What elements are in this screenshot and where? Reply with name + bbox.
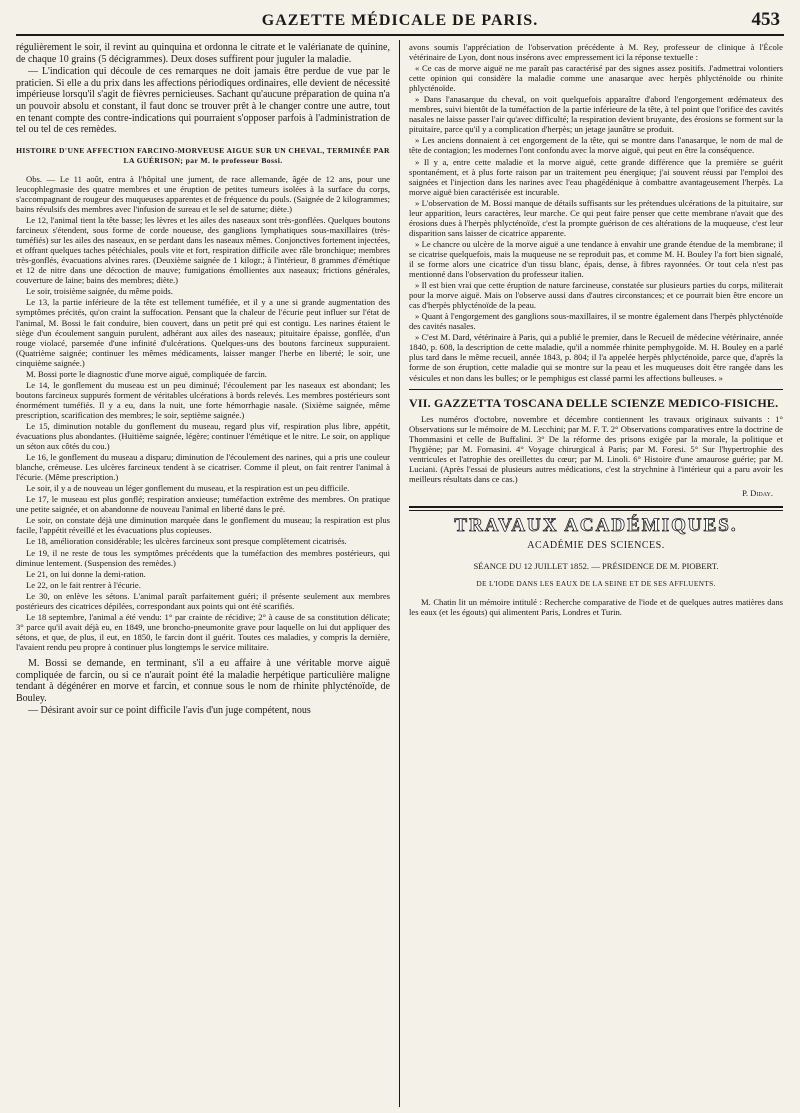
page-number: 453: [751, 9, 780, 30]
chatin-paragraph: M. Chatin lit un mémoire intitulé : Recherche comparative de l'iode et de quelques autres matières dans les eaux (et les égouts) qui alimentent Paris, Londres et Turin.: [409, 597, 783, 618]
rey-intro: avons soumis l'appréciation de l'observation précédente à M. Rey, professeur de clinique à l'École vétérinaire de Lyon, dont nous insérons avec empressement ici la réponse textuelle :: [409, 42, 783, 63]
signature: P. Diday.: [742, 487, 773, 498]
intro-paragraph: — L'indication qui découle de ces remarques ne doit jamais être perdue de vue par le praticien. Si elle a du prix dans les affections périodiques ordinaires, elle devient de nécessité impérieuse lorsqu'il s'agit de fièvres pernicieuses. Sachant qu'aucune préparation de quina n'a un pouvoir absolu et constant, il faut donc se trouver prêt à le changer contre une autre, tout en tenant compte des contre-indications qui pourraient s'opposer parfois à l'administration de tel ou tel de ces remèdes.: [16, 66, 390, 136]
rey-quote-paragraph: » Quant à l'engorgement des ganglions sous-maxillaires, il se montre également dans l'herpès phlycténoïde des cavités nasales.: [409, 311, 783, 332]
observation-paragraph: Le 12, l'animal tient la tête basse; les lèvres et les ailes des naseaux sont très-gonflées. Quelques boutons farcineux s'étendent, sous forme de corde noueuse, des ganglions lymphatiques sous-maxillaires (très-tuméfiés) sur les ailes des naseaux, en se perdant dans les naseaux mêmes. Conjonctives fortement injectées, et offrant quelques taches pétéchiales, pouls vite et fort, respiration difficile avec râle bronchique; membres très-gonflés, évacuations alvines rares. (Deuxième saignée de 1 kilogr.; à l'intérieur, 8 grammes d'émétique et 12 de nitre dans une décoction de mauve; fumigations émollientes aux naseaux; frictions générales, couverture de laine; bains des membres; diète.): [16, 215, 390, 286]
academy-name: ACADÉMIE DES SCIENCES.: [527, 540, 665, 552]
observation-paragraph: Le soir, troisième saignée, du même poids.: [26, 286, 173, 297]
rey-quote-paragraph: » Il est bien vrai que cette éruption de nature farcineuse, constatée sur plusieurs parties du corps, militerait pour la morve aiguë. Mais on l'observe aussi dans d'autres circonstances; et ce pourrait bien être encore un cas d'herpès phlycténoïde de la peau.: [409, 280, 783, 311]
travaux-title: TRAVAUX ACADÉMIQUES.: [454, 514, 738, 536]
rey-quote-paragraph: « Ce cas de morve aiguë ne me paraît pas caractérisé par des signes assez positifs. J'admettrai volontiers cette opinion qui considère la maladie comme une anasarque avec herpès phlycténoïde ou rhinite phlycténoïde.: [409, 63, 783, 94]
observation-paragraph: Le 18, amélioration considérable; les ulcères farcineux sont presque complètement cicatrisés.: [26, 536, 347, 547]
seance-line: SÉANCE DU 12 JUILLET 1852. — PRÉSIDENCE DE M. PIOBERT.: [473, 561, 719, 572]
observation-paragraph: Le 14, le gonflement du museau est un peu diminué; l'écoulement par les naseaux est abondant; les boutons farcineux suppurés forment de véritables ulcérations à bords relevés. Les membres postérieurs sont énormément tuméfiés. Il y a eu, dans la nuit, une forte hémorrhagie nasale. (Sixième saignée, même prescription, scarification des membres; le soir, septième saignée.): [16, 379, 390, 420]
closing-paragraph: M. Bossi se demande, en terminant, s'il a eu affaire à une véritable morve aiguë compliquée de farcin, ou si ce n'aurait point été la maladie herpétique particulière maligne tendant à dégénérer en morve et farcin, et connue sous le nom de rhinite phlycténoïde, de Bouley.: [16, 658, 390, 704]
observation-paragraph: M. Bossi porte le diagnostic d'une morve aiguë, compliquée de farcin.: [26, 368, 267, 379]
right-column: [409, 42, 783, 1109]
observation-paragraph: Le 16, le gonflement du museau a disparu; diminution de l'écoulement des narines, qui a pris une couleur blanche, crémeuse. Les ulcères farcineux tendent à se cicatriser. Comme il pleut, on fait rentrer l'animal à l'écurie. (Même prescription.): [16, 452, 390, 483]
observation-paragraph: Le soir, on constate déjà une diminution marquée dans le gonflement du museau; la respiration est plus facile, l'appétit réveillé et les évacuations plus copieuses.: [16, 515, 390, 536]
memoir-subheading: DE L'IODE DANS LES EAUX DE LA SEINE ET DE SES AFFLUENTS.: [476, 579, 716, 589]
observation-paragraph: Le soir, il y a de nouveau un léger gonflement du museau, et la respiration est un peu difficile.: [26, 483, 350, 494]
observation-paragraph: Le 22, on le fait rentrer à l'écurie.: [26, 579, 141, 590]
rey-quote-paragraph: » Les anciens donnaient à cet engorgement de la tête, qui se montre dans l'anasarque, le nom de mal de tête de contagion; les modernes l'ont confondu avec la morve aiguë, qui peut en être la conséquence.: [409, 135, 783, 156]
rey-quote-paragraph: » Dans l'anasarque du cheval, on voit quelquefois apparaître d'abord l'engorgement œdémateux des membres, suivi bientôt de la tuméfaction de la partie inférieure de la tête, à tel point que l'orifice des cavités nasales ne laisse passer l'air qu'avec difficulté; la respiration devient bruyante, des érosions se forment sur la pituitaire, parce qu'il y a complication d'herpès; un jetage jaunâtre se produit.: [409, 94, 783, 135]
page-header: [16, 6, 784, 36]
rey-quote-paragraph: » Le chancre ou ulcère de la morve aiguë a une tendance à envahir une grande étendue de la membrane; il se cicatrise quelquefois, mais la muqueuse ne se reproduit pas, et comme M. H. Bouley l'a fort bien signalé, il se forme alors une cicatrice d'un tissu blanc, épais, dense, à fibres rayonnées. Or tout cela n'est pas mentionné dans l'observation du professeur italien.: [409, 238, 783, 280]
column-divider: [399, 40, 400, 1107]
double-rule-bottom: [409, 510, 783, 511]
article-heading: HISTOIRE D'UNE AFFECTION FARCINO-MORVEUSE AIGUE SUR UN CHEVAL, TERMINÉE PAR LA GUÉRISON; par M. le professeur Bossi.: [16, 145, 390, 165]
observation-paragraph: Le 13, la partie inférieure de la tête est tellement tuméfiée, et il y a une si grande augmentation des symptômes précités, qu'on craint la suffocation. Pensant que la chaleur de l'écurie peut influer sur l'état de l'animal, M. Bossi le fait conduire, bien couvert, dans un petit pré qui est contigu. Les narines étaient le siège d'un écoulement sanguin purulent, adhérant aux ailes des naseaux; pituitaire épaisse, gonflée, d'un rouge violacé, parsemée d'une infinité d'ulcérations. Quelques-uns des boutons farcineux suppuraient. (Quatrième saignée; continuer les mêmes médicaments, laisser manger l'herbe en liberté; le soir, une cinquième saignée.): [16, 297, 390, 368]
observation-paragraph: Le 18 septembre, l'animal a été vendu: 1° par crainte de récidive; 2° à cause de sa constitution délicate; 3° parce qu'il avait déjà eu, en 1849, une broncho-pneumonite grave pour laquelle on lui dut appliquer des sétons, et que, de plus, il eut, en 1850, le farcin dont il guérit. Toutes ces maladies, y compris la dernière, l'avaient rendu peu propre à continuer plus longtemps le service militaire.: [16, 611, 390, 652]
journal-title: GAZETTE MÉDICALE DE PARIS.: [261, 12, 539, 29]
observation-paragraph: Le 19, il ne reste de tous les symptômes précédents que la tuméfaction des membres postérieurs, qui diminue lentement. (Suspension des remèdes.): [16, 547, 390, 568]
rey-quote-paragraph: » Il y a, entre cette maladie et la morve aiguë, cette grande différence que la première se guérit spontanément, et à plus forte raison par un traitement peu énergique; j'ai souvent réussi par l'emploi des saignées et l'injection dans les narines avec l'eau phagédénique à combattre avantageusement l'herpès. La morve aiguë bien caractérisée est incurable.: [409, 156, 783, 197]
left-column: [16, 42, 390, 1109]
double-rule-top: [409, 506, 783, 508]
section-body: Les numéros d'octobre, novembre et décembre contiennent les travaux originaux suivants : 1° Observations sur le mémoire de M. Lecchini; par M. F. T. 2° Observations comparatives entre la doctrine de Thommasini et celle de Buffalini. 3° De la réforme des prisons exigée par la morale, la politique et l'hygiène; par M. Fornasini. 4° Voyage chirurgical à Paris; par M. Foresi. 5° Sur l'hypertrophie des ventricules et l'atrophie des oreillettes du cœur; par M. Linoli. 6° Histoire d'une amaurose guérie; par M. Luciani. (Après l'essai de plusieurs autres médications, c'est la strychnine à l'intérieur qui a paru avoir les meilleurs résultats dans ce cas.): [409, 413, 783, 484]
observation-paragraph: Le 15, diminution notable du gonflement du museau, regard plus vif, respiration plus libre, appétit, évacuations plus abondantes. (Huitième saignée, légère; continuer l'émétique et le nitre. Le soir, on applique un séton aux côtés du cou.): [16, 420, 390, 452]
rey-quote-paragraph: » C'est M. Dard, vétérinaire à Paris, qui a publié le premier, dans le Recueil de médecine vétérinaire, année 1840, p. 608, la description de cette maladie, qu'il a nommée rhinite pemphygoïde. M. H. Bouley en a parlé plus tard dans le même recueil, année 1843, p. 804; il l'a appelée herpès phlycténoïde, parce que, d'après la forme de son éruption, cette maladie qui se montre sur la peau et les muqueuses doit être rangée dans les vésicules et non dans les bulles; or le pemphigus est classé parmi les affections bulleuses. »: [409, 332, 783, 383]
observation-paragraph: Le 17, le museau est plus gonflé; respiration anxieuse; tuméfaction extrême des membres. On pratique une petite saignée, et on abandonne de nouveau l'animal en liberté dans le pré.: [16, 494, 390, 515]
closing-paragraph: — Désirant avoir sur ce point difficile l'avis d'un juge compétent, nous: [28, 705, 311, 717]
observation-paragraph: Obs. — Le 11 août, entra à l'hôpital une jument, de race allemande, âgée de 12 ans, pour une leucophlegmasie des quatre membres et une éruption de petites tumeurs isolées à la surface du corps, s'accompagnant de rougeur des muqueuses apparentes et de fréquence du pouls. (Saignée de 2 kilogrammes; bains révulsifs des membres avec l'infusion de sureau et le sel de saturne; diète.): [16, 173, 390, 214]
observation-paragraph: Le 30, on enlève les sétons. L'animal paraît parfaitement guéri; il présente seulement aux membres postérieurs des cicatrices dépilées, correspondant aux points qui ont été scarifiés.: [16, 590, 390, 611]
section-heading: VII. GAZZETTA TOSCANA DELLE SCIENZE MEDICO-FISICHE.: [409, 395, 779, 410]
rey-quote-paragraph: » L'observation de M. Bossi manque de détails suffisants sur les prétendues ulcérations de la pituitaire, sur leur apparition, leurs caractères, leur marche. Ce qui peut faire penser que cette membrane n'avait que des érosions dues à l'herpès phlycténoïde, c'est la prompte guérison de ces altérations de la muqueuse, c'est leur disparition sans laisser de cicatrice apparente.: [409, 197, 783, 238]
observation-text: [16, 174, 390, 652]
section-rule: [409, 389, 783, 390]
observation-paragraph: Le 21, on lui donne la demi-ration.: [26, 568, 146, 579]
intro-paragraph: régulièrement le soir, il revint au quinquina et ordonna le citrate et le valérianate de quinine, de chaque 10 grains (5 décigrammes). Deux doses suffirent pour juguler la maladie.: [16, 42, 390, 65]
